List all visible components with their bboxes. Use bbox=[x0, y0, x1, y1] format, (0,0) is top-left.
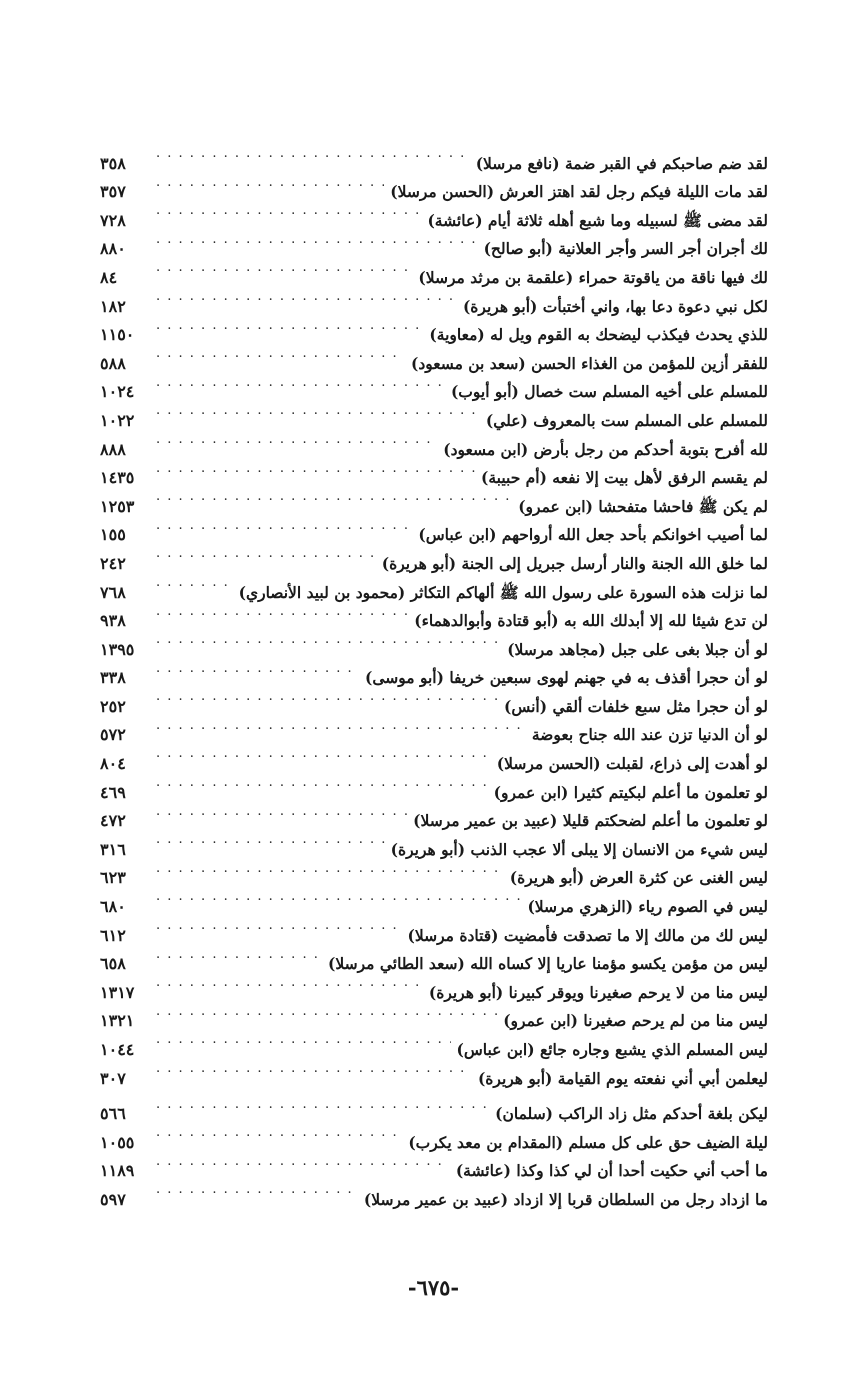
entry-page-ref: ١١٨٩ bbox=[100, 1161, 135, 1181]
entry-page-ref: ٦١٢ bbox=[100, 925, 126, 945]
leader-dots bbox=[150, 740, 491, 769]
entry-text: لقد ضم صاحبكم في القبر ضمة (نافع مرسلا) bbox=[475, 153, 768, 173]
leader-dots bbox=[150, 226, 478, 255]
leader-dots bbox=[150, 998, 497, 1027]
entry-text: ليس المسلم الذي يشبع وجاره جائع (ابن عباس) bbox=[456, 1040, 768, 1059]
entry-text: لو أن حجرا مثل سبع خلفات ألقي (أنس) bbox=[504, 696, 768, 716]
leader-dots bbox=[150, 1119, 402, 1148]
entry-text: ليس منا من لم يرحم صغيرنا (ابن عمرو) bbox=[503, 1011, 768, 1031]
page-number: -٦٧٥- bbox=[407, 1275, 460, 1300]
leader-dots bbox=[150, 655, 359, 684]
entry-text: ليعلمن أبي أني نفعته يوم القيامة (أبو هريرة) bbox=[477, 1068, 768, 1088]
entry-page-ref: ٣١٦ bbox=[100, 839, 126, 859]
entry-text: لو تعلمون ما أعلم لبكيتم كثيرا (ابن عمرو) bbox=[493, 782, 768, 802]
entry-page-ref: ٦٥٨ bbox=[100, 954, 126, 974]
leader-dots bbox=[150, 140, 470, 169]
leader-dots bbox=[150, 569, 233, 598]
entry-page-ref: ١٠٥٥ bbox=[100, 1132, 135, 1152]
entry-text: ليس لك من مالك إلا ما تصدقت فأمضيت (قتادة مرسلا) bbox=[407, 925, 768, 945]
entry-text: ليلة الضيف حق على كل مسلم (المقدام بن معد يكرب) bbox=[408, 1132, 768, 1152]
index-entry bbox=[100, 1091, 768, 1124]
leader-dots bbox=[150, 912, 402, 941]
entry-text: لو تعلمون ما أعلم لضحكتم قليلا (عبيد بن عمير مرسلا) bbox=[413, 811, 768, 831]
entry-page-ref: ١٣٩٥ bbox=[100, 639, 135, 659]
leader-dots bbox=[150, 1176, 358, 1205]
entry-text: لك أجران أجر السر وأجر العلانية (أبو صالح) bbox=[483, 239, 768, 259]
entry-page-ref: ١٠٤٤ bbox=[100, 1040, 135, 1059]
entry-page-ref: ٢٥٢ bbox=[100, 696, 126, 716]
entry-page-ref: ٣٥٧ bbox=[100, 182, 126, 202]
entry-page-ref: ٨٠٤ bbox=[100, 754, 126, 774]
leader-dots bbox=[150, 598, 408, 627]
leader-dots bbox=[150, 769, 488, 798]
entry-text: لو أن حجرا أقذف به في جهنم لهوى سبعين خريفا (أبو موسى) bbox=[365, 668, 768, 688]
entry-page-ref: ١١٥٠ bbox=[100, 325, 135, 345]
leader-dots bbox=[150, 626, 501, 655]
leader-dots bbox=[150, 969, 423, 998]
index-entry bbox=[100, 140, 768, 173]
entry-text: للفقر أزين للمؤمن من الغذاء الحسن (سعد بن مسعود) bbox=[411, 353, 768, 373]
entry-text: لم يقسم الرفق لأهل بيت إلا نفعه (أم حبيبة) bbox=[481, 468, 768, 488]
entry-page-ref: ٧٦٨ bbox=[100, 582, 126, 602]
entry-text: لما خلق الله الجنة والنار أرسل جبريل إلى الجنة (أبو هريرة) bbox=[381, 553, 768, 573]
entry-text: لم يكن ﷺ فاحشا متفحشا (ابن عمرو) bbox=[518, 496, 768, 516]
entry-page-ref: ١٣٢١ bbox=[100, 1011, 135, 1031]
entry-text: لك فيها ناقة من ياقوتة حمراء (علقمة بن مرثد مرسلا) bbox=[418, 267, 768, 287]
leader-dots bbox=[150, 254, 412, 283]
entry-text: لو أن الدنيا تزن عند الله جناح بعوضة bbox=[531, 725, 768, 745]
entry-page-ref: ٤٦٩ bbox=[100, 782, 126, 802]
leader-dots bbox=[150, 1026, 451, 1055]
entry-page-ref: ٣٠٧ bbox=[100, 1068, 126, 1088]
entry-page-ref: ٨٤ bbox=[100, 267, 118, 287]
entry-page-ref: ٩٣٨ bbox=[100, 611, 126, 631]
entry-text: ما أحب أني حكيت أحدا أن لي كذا وكذا (عائشة) bbox=[455, 1161, 768, 1181]
entry-text: ليس في الصوم رياء (الزهري مرسلا) bbox=[527, 897, 768, 917]
leader-dots bbox=[150, 941, 322, 970]
leader-dots bbox=[150, 712, 526, 741]
entry-page-ref: ١٥٥ bbox=[100, 525, 126, 545]
leader-dots bbox=[150, 397, 480, 426]
entry-text: لو أهدت إلى ذراع، لقبلت (الحسن مرسلا) bbox=[496, 754, 768, 774]
entry-page-ref: ٧٢٨ bbox=[100, 210, 126, 230]
entry-text: ليس من مؤمن يكسو مؤمنا عاريا إلا كساه الله (سعد الطائي مرسلا) bbox=[328, 954, 768, 974]
entry-text: ما ازداد رجل من السلطان قربا إلا ازداد (عبيد بن عمير مرسلا) bbox=[363, 1189, 768, 1209]
leader-dots bbox=[150, 197, 421, 226]
entry-text: ليس منا من لا يرحم صغيرنا ويوقر كبيرنا (أبو هريرة) bbox=[428, 982, 768, 1002]
entry-page-ref: ٥٩٧ bbox=[100, 1189, 126, 1209]
entry-page-ref: ٣٣٨ bbox=[100, 668, 126, 688]
entry-page-ref: ١٨٢ bbox=[100, 296, 126, 316]
entry-page-ref: ٨٨٠ bbox=[100, 239, 126, 259]
leader-dots bbox=[150, 426, 437, 455]
entry-text: للمسلم على المسلم ست بالمعروف (علي) bbox=[485, 410, 768, 430]
entry-text: لو أن جبلا بغى على جبل (مجاهد مرسلا) bbox=[507, 639, 768, 659]
entry-page-ref: ١٠٢٢ bbox=[100, 410, 135, 430]
leader-dots bbox=[150, 455, 475, 484]
leader-dots bbox=[150, 283, 457, 312]
entry-page-ref: ٣٥٨ bbox=[100, 153, 126, 173]
entry-page-ref: ١٤٣٥ bbox=[100, 468, 135, 488]
hadith-index-list bbox=[100, 140, 768, 1209]
entry-page-ref: ٨٨٨ bbox=[100, 439, 126, 459]
leader-dots bbox=[150, 340, 405, 369]
entry-text: لما نزلت هذه السورة على رسول الله ﷺ ألهاكم التكاثر (محمود بن لبيد الأنصاري) bbox=[238, 582, 768, 602]
entry-page-ref: ٤٧٢ bbox=[100, 811, 126, 831]
entry-page-ref: ٥٦٦ bbox=[100, 1104, 126, 1124]
leader-dots bbox=[150, 1091, 489, 1120]
leader-dots bbox=[150, 369, 445, 398]
leader-dots bbox=[150, 1055, 472, 1084]
entry-text: لله أفرح بتوبة أحدكم من رجل بأرض (ابن مسعود) bbox=[443, 439, 768, 459]
entry-text: ليكن بلغة أحدكم مثل زاد الراكب (سلمان) bbox=[495, 1104, 768, 1124]
leader-dots bbox=[150, 540, 376, 569]
entry-page-ref: ٦٨٠ bbox=[100, 897, 126, 917]
entry-text: لقد مضى ﷺ لسبيله وما شبع أهله ثلاثة أيام (عائشة) bbox=[427, 210, 768, 230]
leader-dots bbox=[150, 826, 385, 855]
entry-text: لقد مات الليلة فيكم رجل لقد اهتز العرش (الحسن مرسلا) bbox=[390, 182, 768, 202]
leader-dots bbox=[150, 512, 412, 541]
leader-dots bbox=[150, 1148, 450, 1177]
entry-text: للذي يحدث فيكذب ليضحك به القوم ويل له (معاوية) bbox=[429, 325, 768, 345]
leader-dots bbox=[150, 798, 407, 827]
entry-page-ref: ١٠٢٤ bbox=[100, 382, 135, 402]
entry-text: ليس الغنى عن كثرة العرض (أبو هريرة) bbox=[509, 868, 768, 888]
leader-dots bbox=[150, 169, 384, 198]
leader-dots bbox=[150, 683, 498, 712]
leader-dots bbox=[150, 883, 521, 912]
entry-page-ref: ٢٤٢ bbox=[100, 553, 126, 573]
entry-text: ليس شيء من الانسان إلا يبلى ألا عجب الذنب (أبو هريرة) bbox=[390, 839, 768, 859]
leader-dots bbox=[150, 483, 512, 512]
entry-page-ref: ١٣١٧ bbox=[100, 982, 135, 1002]
entry-text: لن تدع شيئا لله إلا أبدلك الله به (أبو قتادة وأبوالدهماء) bbox=[414, 611, 768, 631]
entry-text: للمسلم على أخيه المسلم ست خصال (أبو أيوب) bbox=[450, 382, 768, 402]
entry-text: لما أصيب اخوانكم بأحد جعل الله أرواحهم (ابن عباس) bbox=[418, 525, 768, 545]
leader-dots bbox=[150, 855, 504, 884]
leader-dots bbox=[150, 312, 423, 341]
entry-page-ref: ٦٢٣ bbox=[100, 868, 126, 888]
entry-text: لكل نبي دعوة دعا بها، واني أختبأت (أبو هريرة) bbox=[462, 296, 768, 316]
entry-page-ref: ٥٧٢ bbox=[100, 725, 126, 745]
entry-page-ref: ١٢٥٣ bbox=[100, 496, 135, 516]
entry-page-ref: ٥٨٨ bbox=[100, 353, 126, 373]
